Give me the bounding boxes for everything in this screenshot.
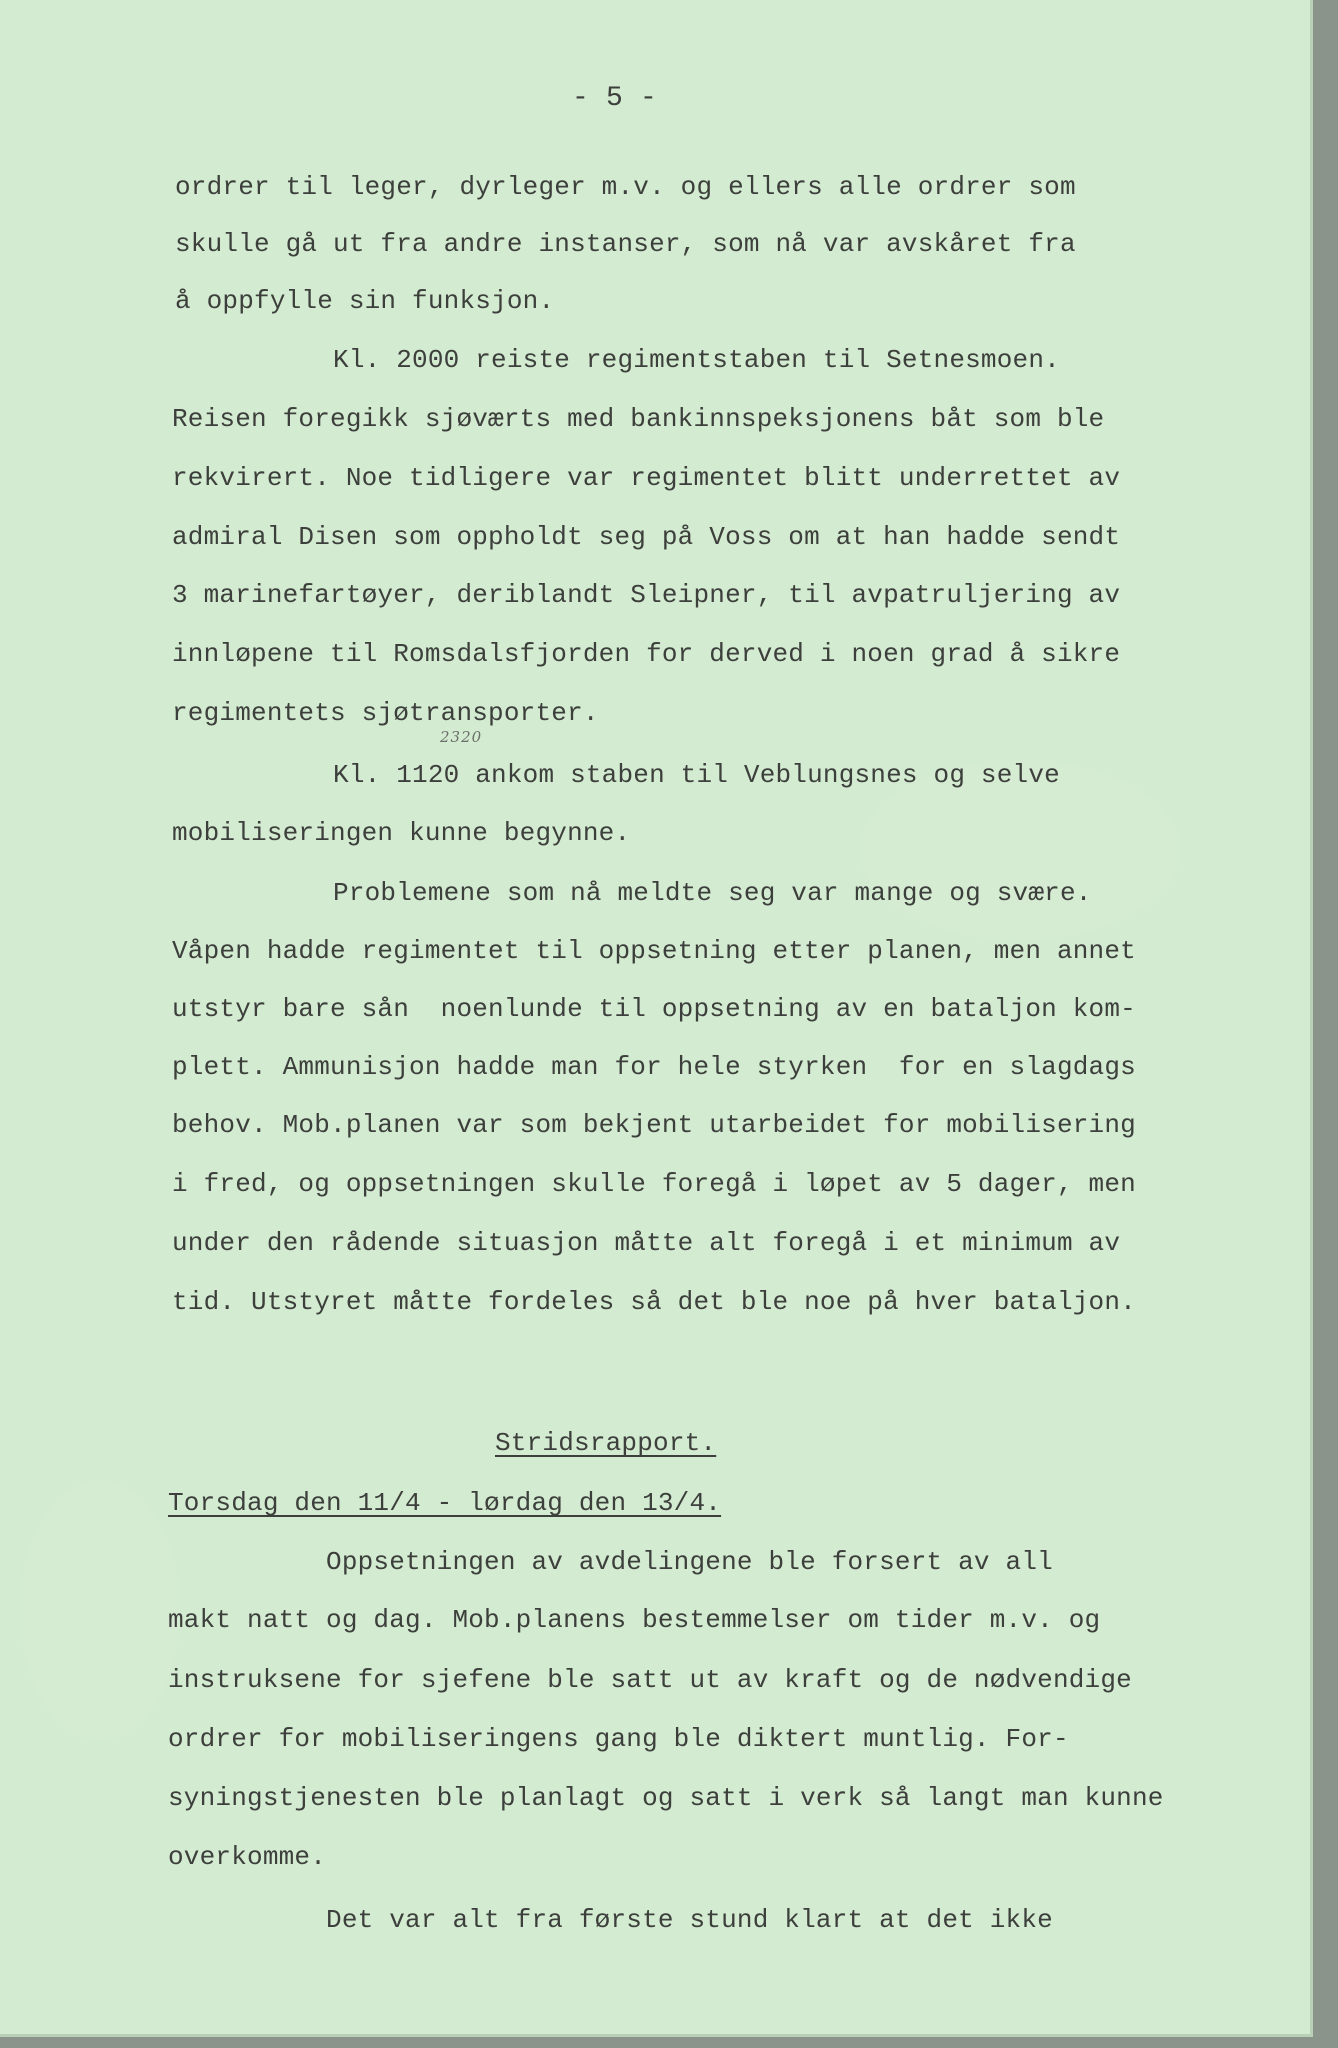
body-line: innløpene til Romsdalsfjorden for derved i noen grad å sikre (172, 639, 1121, 669)
paper-stain (20, 1480, 180, 1740)
body-line: Problemene som nå meldte seg var mange og svære. (175, 878, 1092, 908)
body-line: i fred, og oppsetningen skulle foregå i løpet av 5 dager, men (172, 1169, 1136, 1199)
body-line: mobiliseringen kunne begynne. (172, 818, 631, 848)
body-line: skulle gå ut fra andre instanser, som nå var avskåret fra (175, 229, 1076, 259)
date-heading: Torsdag den 11/4 - lørdag den 13/4. (168, 1488, 722, 1518)
report-line: instruksene for sjefene ble satt ut av kraft og de nødvendige (168, 1665, 1132, 1695)
body-line: behov. Mob.planen var som bekjent utarbeidet for mobilisering (172, 1110, 1136, 1140)
report-line: syningstjenesten ble planlagt og satt i verk så langt man kunne (168, 1783, 1164, 1813)
report-line: overkomme. (168, 1842, 327, 1872)
body-line: utstyr bare sån noenlunde til oppsetning av en bataljon kom- (172, 994, 1136, 1024)
body-line: tid. Utstyret måtte fordeles så det ble noe på hver bataljon. (172, 1287, 1136, 1317)
report-line: Oppsetningen av avdelingene ble forsert av all (168, 1547, 1053, 1577)
body-line: Kl. 2000 reiste regimentstaben til Setnesmoen. (175, 345, 1060, 375)
body-line: Kl. 1120 ankom staben til Veblungsnes og selve (175, 760, 1060, 790)
body-line: 3 marinefartøyer, deriblandt Sleipner, til avpatruljering av (172, 580, 1121, 610)
body-line: Våpen hadde regimentet til oppsetning etter planen, men annet (172, 936, 1136, 966)
report-line: ordrer for mobiliseringens gang ble diktert muntlig. For- (168, 1724, 1069, 1754)
page-number: - 5 - (572, 83, 658, 114)
body-line: ordrer til leger, dyrleger m.v. og ellers alle ordrer som (175, 172, 1076, 202)
handwritten-time-annotation: 2320 (440, 728, 483, 746)
final-line: Det var alt fra første stund klart at det ikke (168, 1905, 1053, 1935)
body-line: under den rådende situasjon måtte alt foregå i et minimum av (172, 1228, 1121, 1258)
report-line: makt natt og dag. Mob.planens bestemmelser om tider m.v. og (168, 1605, 1101, 1635)
section-heading: Stridsrapport. (495, 1428, 717, 1458)
body-line: admiral Disen som oppholdt seg på Voss om at han hadde sendt (172, 522, 1121, 552)
body-line: plett. Ammunisjon hadde man for hele styrken for en slagdags (172, 1052, 1136, 1082)
body-line: rekvirert. Noe tidligere var regimentet blitt underrettet av (172, 463, 1121, 493)
body-line: Reisen foregikk sjøværts med bankinnspeksjonens båt som ble (172, 404, 1105, 434)
body-line: regimentets sjøtransporter. (172, 698, 599, 728)
body-line: å oppfylle sin funksjon. (175, 286, 555, 316)
